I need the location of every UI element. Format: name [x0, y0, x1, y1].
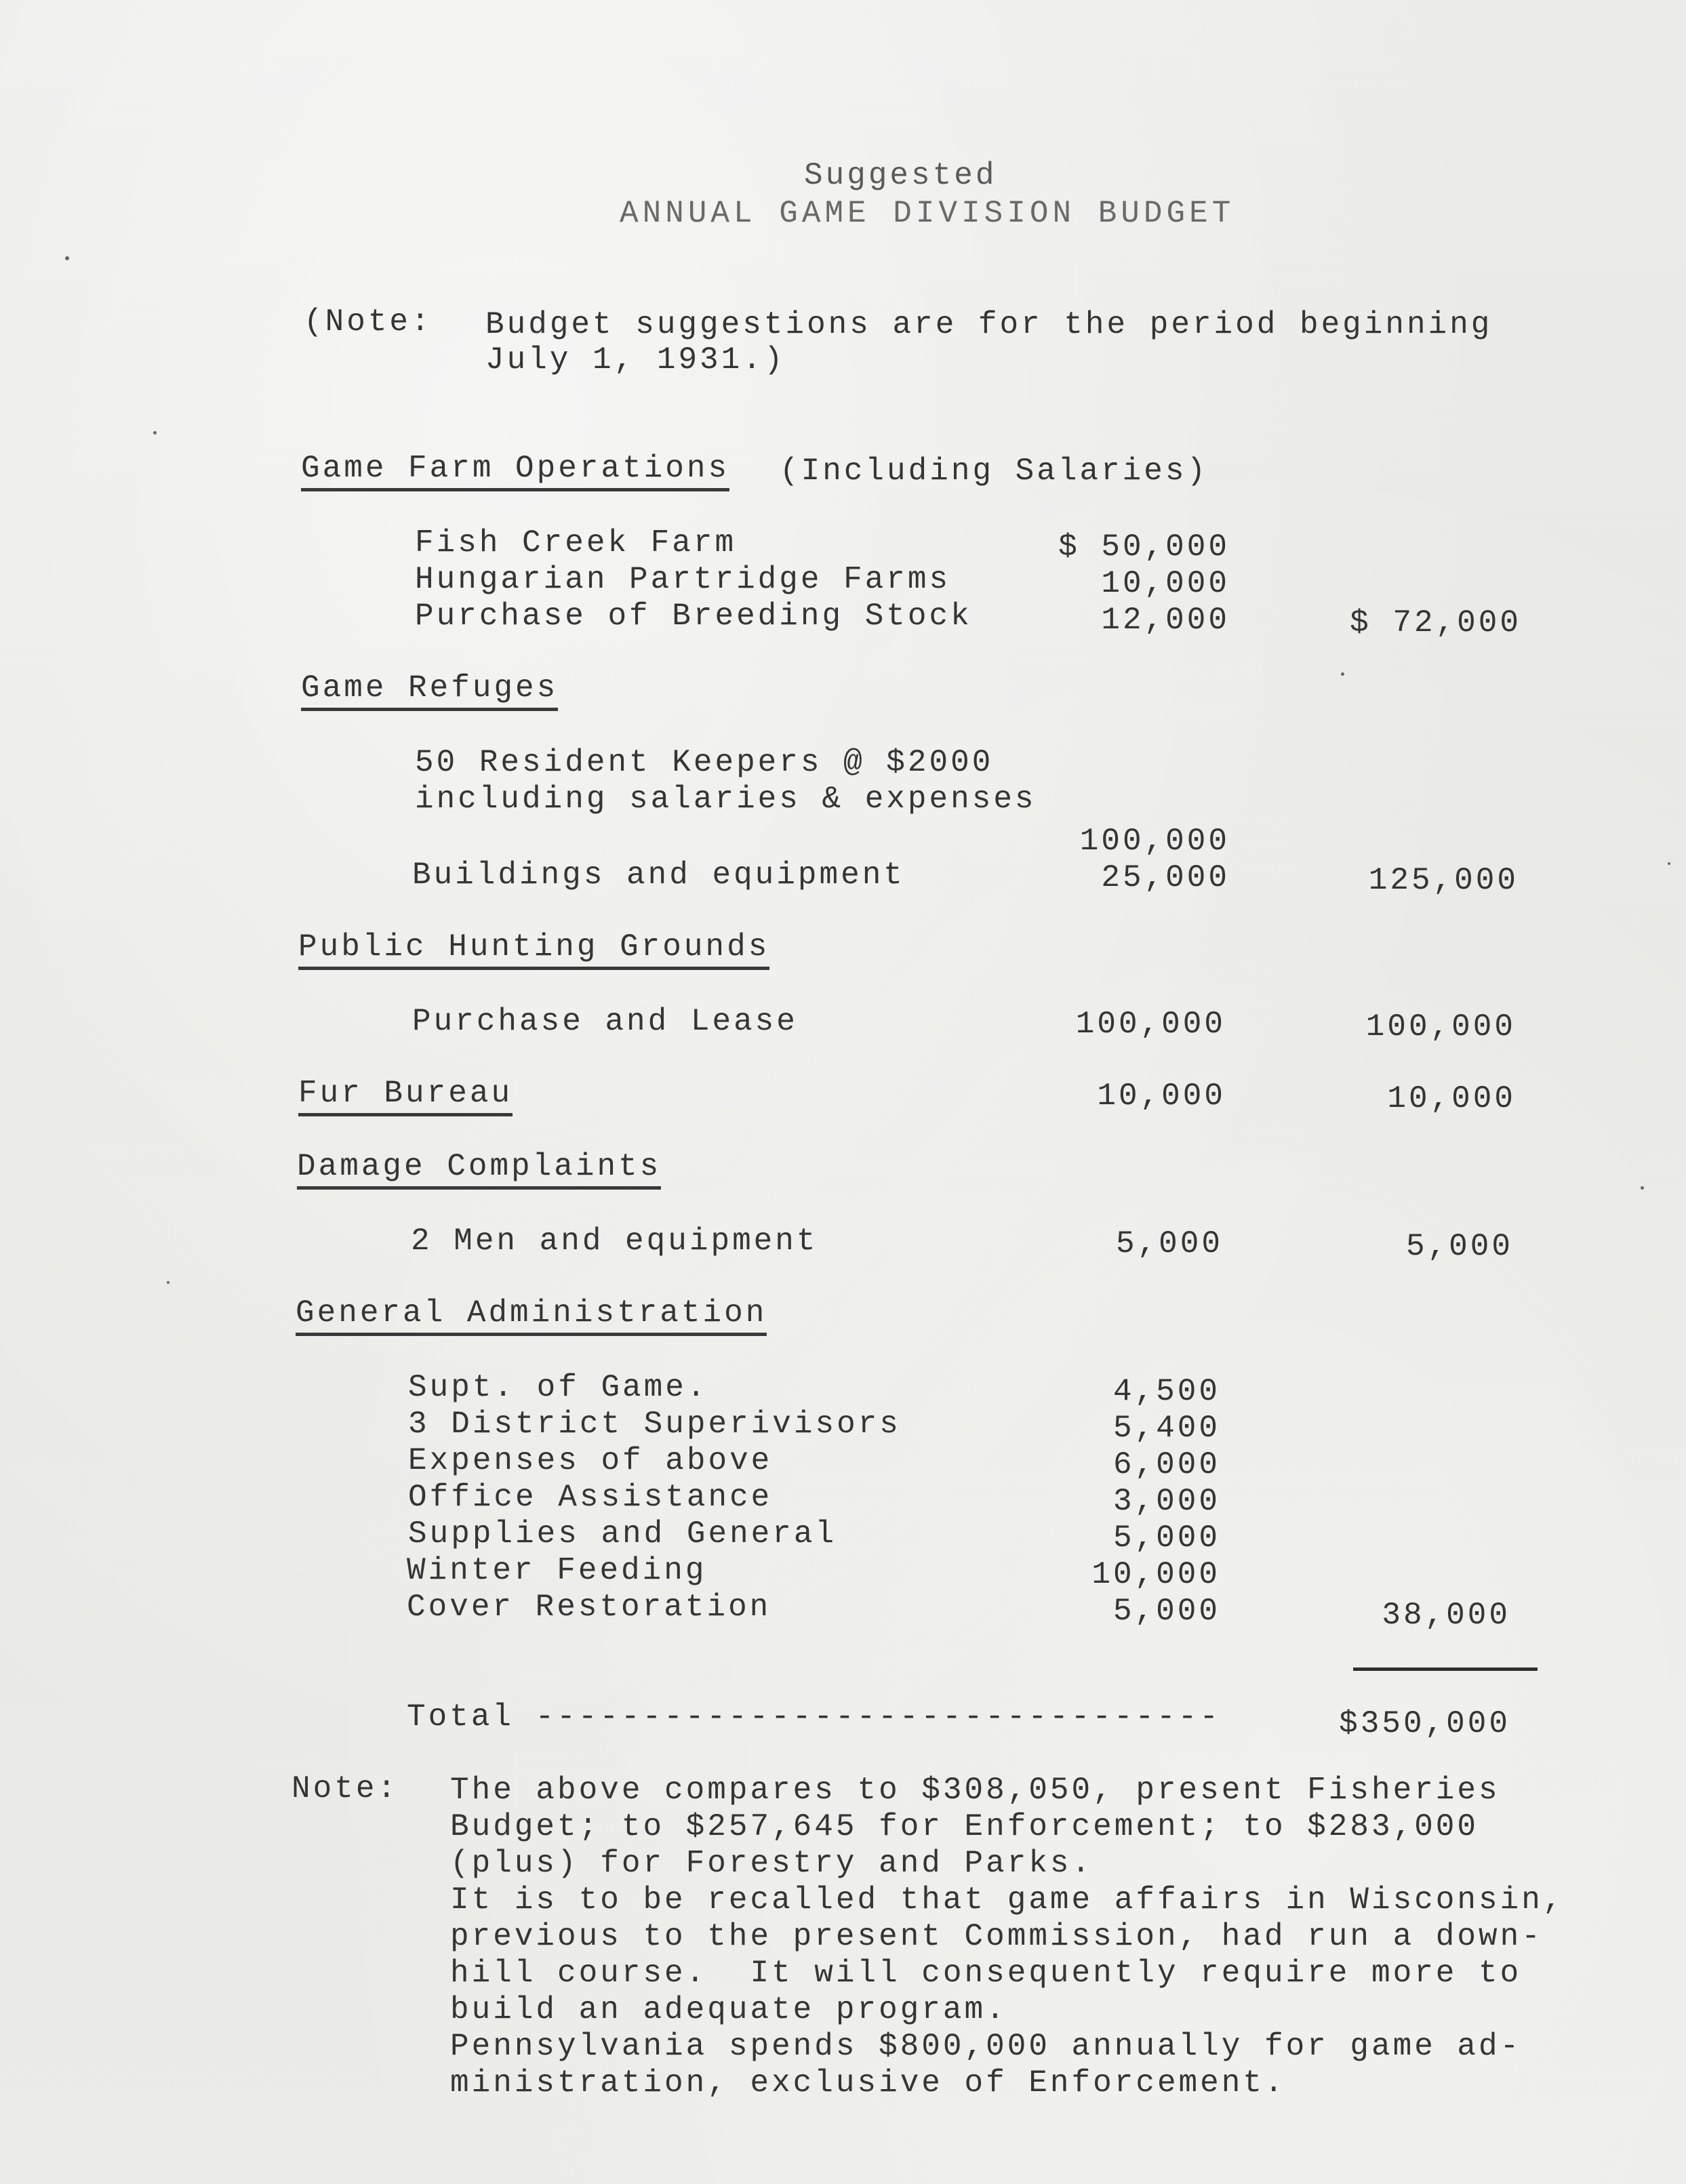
line-item-amount: 10,000	[1101, 566, 1230, 601]
line-item-amount: 5,000	[1112, 1594, 1220, 1629]
grand-total-amount: $350,000	[1339, 1706, 1510, 1741]
line-item-label: Supplies and General	[408, 1516, 837, 1552]
section-total-public-hunting: 100,000	[1365, 1009, 1516, 1045]
intro-note-label: (Note:	[304, 304, 433, 340]
heading-game-refuges: Game Refuges	[301, 670, 558, 711]
section-total-game-farm: $ 72,000	[1350, 605, 1521, 641]
paper-speck	[65, 256, 69, 260]
section-total-damage-complaints: 5,000	[1405, 1229, 1513, 1264]
sum-rule	[1353, 1667, 1538, 1671]
line-item-label: including salaries & expenses	[415, 782, 1037, 817]
heading-public-hunting-grounds: Public Hunting Grounds	[298, 929, 769, 970]
line-item-amount: 25,000	[1101, 860, 1230, 895]
line-item-label: 3 District Superivisors	[408, 1407, 901, 1442]
paper-speck	[1641, 1186, 1644, 1190]
section-total-game-refuges: 125,000	[1368, 863, 1519, 898]
line-item-label: 2 Men and equipment	[411, 1224, 818, 1259]
line-item-label: Winter Feeding	[407, 1553, 707, 1588]
line-item-label: Expenses of above	[408, 1443, 773, 1478]
closing-note-line: It is to be recalled that game affairs in Wisconsin,	[450, 1882, 1565, 1918]
line-item-label: Purchase of Breeding Stock	[415, 599, 972, 634]
document-subtitle: Suggested	[804, 158, 997, 193]
line-item-amount: 12,000	[1101, 603, 1230, 638]
line-item-label: Hungarian Partridge Farms	[415, 562, 951, 597]
line-item-amount: 5,000	[1115, 1226, 1223, 1261]
paper-speck	[1341, 672, 1344, 676]
document-title: ANNUAL GAME DIVISION BUDGET	[620, 196, 1235, 231]
grand-total-label: Total --------------------------------	[407, 1699, 1221, 1735]
section-total-fur-bureau: 10,000	[1387, 1081, 1516, 1116]
line-item-amount: 6,000	[1112, 1447, 1220, 1482]
intro-note-line-2: July 1, 1931.)	[485, 342, 786, 378]
paper-speck	[1668, 862, 1670, 865]
closing-note-line: previous to the present Commission, had run a down-	[450, 1919, 1543, 1954]
line-item-amount: 4,500	[1112, 1374, 1220, 1409]
line-item-amount: 5,400	[1112, 1411, 1220, 1446]
line-item-amount: $ 50,000	[1058, 529, 1230, 565]
heading-fur-bureau: Fur Bureau	[298, 1075, 513, 1116]
line-item-label: Fish Creek Farm	[415, 525, 737, 561]
line-item-label: Purchase and Lease	[412, 1004, 798, 1039]
line-item-label: Office Assistance	[408, 1480, 773, 1515]
line-item-amount: 10,000	[1091, 1557, 1220, 1592]
closing-note-line: hill course. It will consequently require more to	[450, 1956, 1522, 1991]
line-item-amount: 100,000	[1079, 824, 1230, 859]
line-item-label: Cover Restoration	[407, 1590, 771, 1625]
paper-speck	[167, 1281, 169, 1284]
heading-damage-complaints: Damage Complaints	[297, 1148, 661, 1190]
section-total-general-administration: 38,000	[1382, 1598, 1510, 1633]
line-item-label: Buildings and equipment	[412, 857, 905, 893]
closing-note-line: ministration, exclusive of Enforcement.	[450, 2065, 1286, 2101]
fur-bureau-amount: 10,000	[1097, 1078, 1226, 1114]
game-farm-qualifier: (Including Salaries)	[780, 453, 1209, 489]
closing-note-line: build an adequate program.	[450, 1992, 1007, 2027]
heading-general-administration: General Administration	[296, 1295, 767, 1336]
line-item-amount: 5,000	[1112, 1520, 1220, 1556]
closing-note-line: Pennsylvania spends $800,000 annually for game ad-	[450, 2029, 1522, 2064]
closing-note-line: Budget; to $257,645 for Enforcement; to $283,000	[450, 1809, 1479, 1844]
line-item-label: Supt. of Game.	[408, 1370, 708, 1405]
closing-note-label: Note:	[292, 1771, 399, 1806]
closing-note-line: The above compares to $308,050, present Fisheries	[450, 1773, 1500, 1808]
closing-note-line: (plus) for Forestry and Parks.	[450, 1846, 1093, 1881]
paper-speck	[153, 431, 157, 434]
line-item-label: 50 Resident Keepers @ $2000	[415, 745, 994, 780]
intro-note-line-1: Budget suggestions are for the period beginning	[485, 307, 1493, 342]
heading-game-farm-operations: Game Farm Operations	[301, 450, 729, 491]
line-item-amount: 100,000	[1075, 1007, 1226, 1042]
line-item-amount: 3,000	[1112, 1484, 1220, 1519]
